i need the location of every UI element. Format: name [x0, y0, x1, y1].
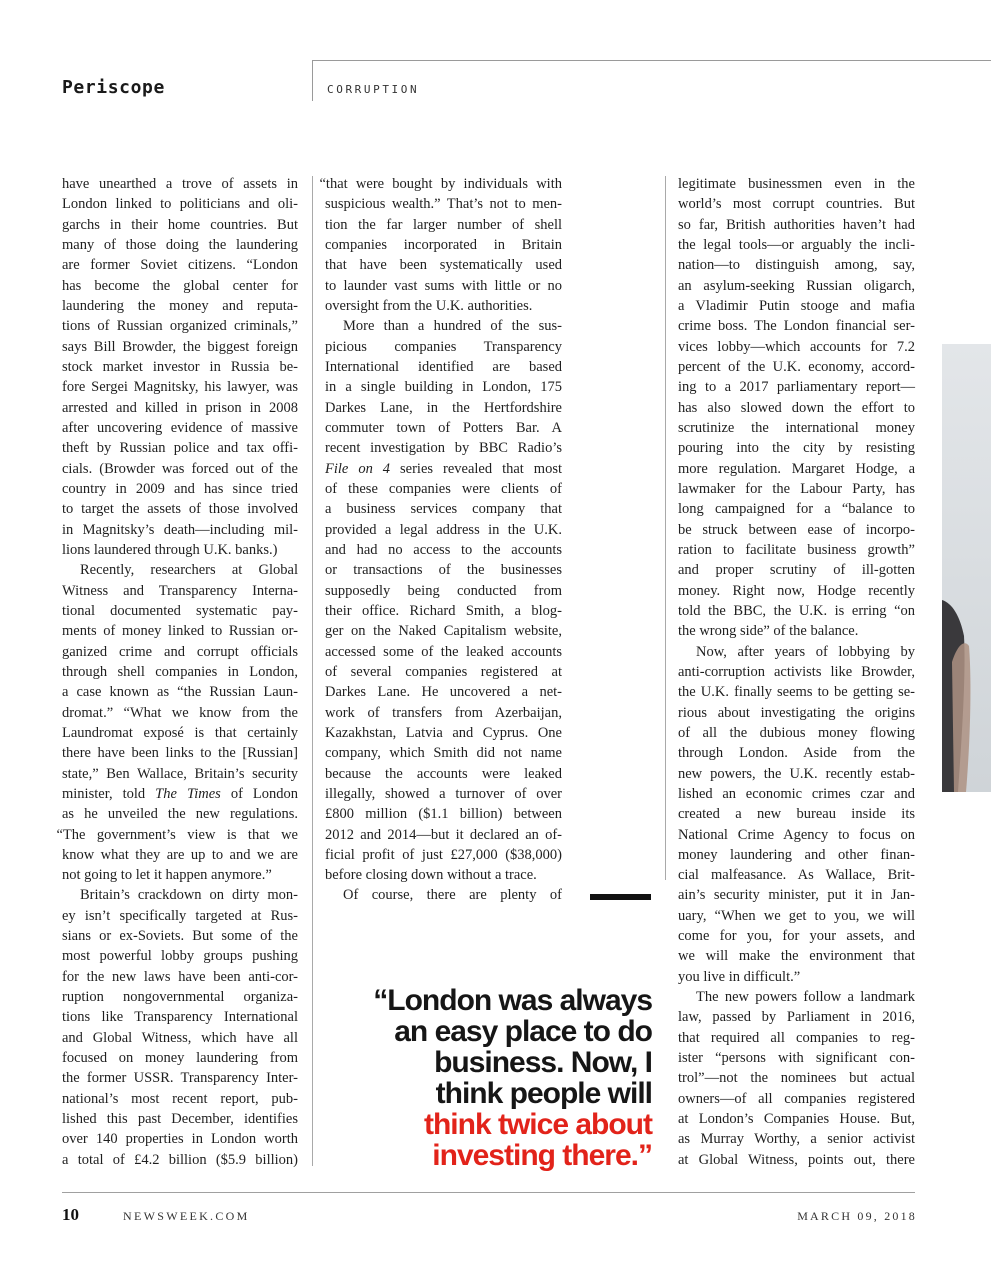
article-column-1 — [56, 174, 299, 1170]
text-line: money. Right now, Hodge recently — [678, 582, 915, 599]
text-line: tional documented systematic pay- — [62, 602, 298, 619]
pull-quote-highlight-line: think twice about — [423, 1108, 652, 1141]
text-line: has also slowed down the effort to — [678, 399, 915, 416]
text-line: ain’s security minister, put it in Jan- — [678, 887, 915, 904]
text-line: a case known as “the Russian Laun- — [62, 684, 298, 701]
text-line: the U.K. finally seems to be getting se- — [678, 684, 915, 701]
text-line: garchs in their home countries. But — [62, 216, 298, 233]
text-line: picious companies Transparency — [325, 338, 562, 355]
paragraph — [62, 174, 298, 560]
text-line: recent investigation by BBC Radio’s — [325, 440, 562, 457]
text-line: tions like Transparency International — [62, 1009, 298, 1026]
text-line: at Global Witness, points out, there — [678, 1151, 915, 1168]
text-line: in Magnitsky’s death—including mil- — [62, 521, 298, 538]
text-line: money laundering and other finan- — [678, 846, 915, 863]
text-line: we will make the environment that — [678, 948, 915, 965]
text-line: focused on money laundering from — [62, 1050, 298, 1067]
text-line: and had no access to the accounts — [325, 541, 562, 558]
text-line: to target the assets of those involved — [62, 501, 298, 518]
text-line: many of those doing the laundering — [62, 236, 298, 253]
text-line: lions laundered through U.K. banks.) — [62, 541, 278, 558]
text-line: an asylum-seeking Russian oligarch, — [678, 277, 915, 294]
section-title: Periscope — [62, 77, 165, 98]
page-number: 10 — [62, 1205, 79, 1224]
text-line: Darkes Lane, in the Hertfordshire — [325, 399, 562, 416]
text-line: a Vladimir Putin stooge and mafia — [678, 297, 915, 314]
text-line: ing to a 2017 parliamentary report— — [678, 379, 915, 396]
text-line: there have been links to the [Russian] — [62, 745, 298, 762]
text-line: through shell companies in London, — [62, 663, 298, 680]
paragraph — [325, 885, 562, 905]
paragraph — [678, 987, 915, 1170]
paragraph — [319, 174, 562, 316]
text-line: ister “persons with significant con- — [678, 1050, 915, 1067]
text-line: accessed some of the leaked accounts — [325, 643, 562, 660]
text-line: created a new bureau inside its — [678, 806, 915, 823]
text-line: come for you, for your assets, and — [678, 928, 915, 945]
text-line: law, passed by Parliament in 2016, — [678, 1009, 915, 1026]
text-line: pouring into the city by resisting — [678, 440, 915, 457]
pull-quote-highlight-line: investing there.” — [432, 1139, 652, 1172]
text-line: Kazakhstan, Latvia and Cyprus. One — [325, 724, 562, 741]
text-line: vices lobby—which accounts for 7.2 — [678, 338, 915, 355]
article-column-3 — [678, 174, 915, 1170]
text-line: ey isn’t specifically targeted at Rus- — [62, 907, 298, 924]
text-line: through London. Aside from the — [678, 745, 915, 762]
text-line: Laundromat exposé is that certainly — [62, 724, 298, 741]
text-line: because the accounts were leaked — [325, 765, 562, 782]
text-line: lished an economic crimes czar and — [678, 785, 915, 802]
text-line: world’s most corrupt countries. But — [678, 196, 915, 213]
text-line: more regulation. Margaret Hodge, a — [678, 460, 915, 477]
text-line: the former USSR. Transparency Inter- — [62, 1070, 298, 1087]
text-line: legitimate businessmen even in the — [678, 176, 915, 192]
text-line: have unearthed a trove of assets in — [62, 176, 298, 192]
text-line: at London’s Companies House. But, — [678, 1111, 915, 1128]
text-line: percent of the U.K. economy, accord- — [678, 358, 915, 375]
text-line: work of transfers from Azerbaijan, — [325, 704, 562, 721]
text-line: you live in difficult.” — [678, 968, 801, 985]
text-line: provided a legal address in the U.K. — [325, 521, 562, 538]
footer-rule — [62, 1192, 915, 1193]
text-line: arrested and killed in prison in 2008 — [62, 399, 298, 416]
text-line: More than a hundred of the sus- — [343, 318, 562, 335]
text-line: dromat.” “What we know from the — [62, 704, 298, 721]
article-column-2 — [319, 174, 562, 906]
text-line: owners—of all companies registered — [678, 1090, 915, 1107]
text-line: as he unveiled the new regulations. — [62, 806, 298, 823]
pull-quote-line: think people will — [435, 1077, 652, 1110]
text-line: ficial profit of just £27,000 ($38,000) — [325, 846, 562, 863]
text-line: 2012 and 2014—but it declared an of- — [325, 826, 562, 843]
text-line: long campaigned for a “balance to — [678, 501, 915, 518]
text-line: The new powers follow a landmark — [696, 989, 915, 1006]
text-line: “The government’s view is that we — [56, 826, 298, 843]
pull-quote-line: an easy place to do — [394, 1015, 652, 1048]
text-segment: minister, told — [62, 785, 156, 802]
text-line: sians or ex-Soviets. But some of the — [62, 928, 298, 945]
text-line: stock market investor in Russia be- — [62, 358, 298, 375]
pull-quote-bar — [590, 894, 651, 900]
text-line: trol”—not the nominees but actual — [678, 1070, 915, 1087]
footer-site: NEWSWEEK.COM — [123, 1209, 250, 1223]
text-line: International identified are based — [325, 358, 562, 375]
text-line: company, which Smith did not name — [325, 745, 562, 762]
text-line: national’s most recent report, pub- — [62, 1090, 298, 1107]
paragraph — [56, 560, 299, 885]
text-line: and proper scrutiny of ill-gotten — [678, 562, 915, 579]
portrait-photo — [942, 344, 991, 792]
text-line: know what they are up to and we are — [62, 846, 298, 863]
text-line: be struck between ease of incorpo- — [678, 521, 915, 538]
text-line: Of course, there are plenty of — [343, 887, 562, 904]
text-segment: series revealed that most — [390, 460, 562, 477]
text-line: supposedly being conducted from — [325, 582, 562, 599]
text-line: and Global Witness, which have all — [62, 1029, 298, 1046]
text-line: scrutinize the international money — [678, 419, 915, 436]
text-line: cial malfeasance. As Wallace, Brit- — [678, 867, 915, 884]
text-line: tion the far larger number of shell — [325, 216, 562, 233]
text-line: before closing down without a trace. — [325, 867, 537, 884]
footer-date: MARCH 09, 2018 — [797, 1209, 917, 1223]
paragraph — [678, 174, 915, 642]
text-line: the legal tools—or arguably the incli- — [678, 236, 915, 253]
text-line: suspicious wealth.” That’s not to men- — [325, 196, 562, 213]
text-line: ments of money linked to Russian or- — [62, 623, 298, 640]
text-line: “that were bought by individuals with — [319, 176, 562, 192]
paragraph — [325, 316, 562, 885]
text-line: rious about investigating the origins — [678, 704, 915, 721]
paragraph — [678, 642, 915, 988]
pull-quote-line: “London was always — [373, 984, 652, 1017]
text-line: London linked to politicians and oli- — [62, 196, 298, 213]
text-line: Britain’s crackdown on dirty mon- — [80, 887, 298, 904]
text-line: country in 2009 and has since tried — [62, 480, 298, 497]
text-line: to launder vast sums with little or no — [325, 277, 562, 294]
text-line: a business services company that — [325, 501, 562, 518]
text-line: oversight from the U.K. authorities. — [325, 297, 533, 314]
text-line: of all the dubious money flowing — [678, 724, 915, 741]
text-line: uary, “When we get to you, we will — [678, 907, 915, 924]
text-line: ger on the Naked Capitalism website, — [325, 623, 562, 640]
column-rule — [665, 176, 666, 880]
text-line: laundering the money and reputa- — [62, 297, 298, 314]
section-topic: CORRUPTION — [327, 83, 420, 96]
text-line: commuter town of Potters Bar. A — [325, 419, 562, 436]
text-line: so far, British authorities haven’t had — [678, 216, 915, 233]
text-line: over 140 properties in London worth — [62, 1131, 298, 1148]
text-line: says Bill Browder, the biggest foreign — [62, 338, 298, 355]
text-line: that have been systematically used — [325, 257, 562, 274]
text-line: as Murray Worthy, a senior activist — [678, 1131, 915, 1148]
text-line: has become the global center for — [62, 277, 298, 294]
text-line — [325, 459, 562, 479]
text-line: their office. Richard Smith, a blog- — [325, 602, 562, 619]
italic-title: The Times — [155, 785, 221, 802]
text-line: lished this past December, identifies — [62, 1111, 298, 1128]
italic-title: File on 4 — [325, 460, 391, 477]
text-line: or transactions of the businesses — [325, 562, 562, 579]
text-line: are former Soviet citizens. “London — [62, 257, 298, 274]
text-line: ration to facilitate business growth” — [678, 541, 915, 558]
text-line: after uncovering evidence of massive — [62, 419, 298, 436]
text-line: nation—to distinguish among, say, — [678, 257, 915, 274]
text-line: tions of Russian organized criminals,” — [62, 318, 298, 335]
text-line: most powerful lobby groups pushing — [62, 948, 298, 965]
text-line: National Crime Agency to focus on — [678, 826, 915, 843]
text-line: companies incorporated in Britain — [325, 236, 562, 253]
text-line: for the new laws have been anti-cor- — [62, 968, 298, 985]
text-line: Witness and Transparency Interna- — [62, 582, 298, 599]
text-line: told the BBC, the U.K. is erring “on — [678, 602, 915, 619]
text-line: in a single building in London, 175 — [325, 379, 562, 396]
text-line: that required all companies to reg- — [678, 1029, 915, 1046]
text-line: cials. (Browder was forced out of the — [62, 460, 298, 477]
text-line: Now, after years of lobbying by — [696, 643, 915, 660]
text-line: Recently, researchers at Global — [80, 562, 298, 579]
text-line: crime boss. The London financial ser- — [678, 318, 915, 335]
header-divider — [312, 60, 313, 101]
text-line: state,” Ben Wallace, Britain’s security — [62, 765, 298, 782]
text-line — [62, 784, 298, 804]
text-line: theft by Russian police and tax offi- — [62, 440, 298, 457]
text-line: £800 million ($1.1 billion) between — [325, 806, 562, 823]
pull-quote — [300, 985, 652, 1171]
text-line: illegally, showed a turnover of over — [325, 785, 562, 802]
text-line: of several companies registered at — [325, 663, 562, 680]
text-line: fore Sergei Magnitsky, his lawyer, was — [62, 379, 298, 396]
pull-quote-line: business. Now, I — [434, 1046, 652, 1079]
paragraph — [62, 885, 298, 1170]
text-line: the wrong side” of the balance. — [678, 623, 859, 640]
text-segment: of London — [220, 785, 299, 802]
header-rule — [312, 60, 991, 61]
text-line: not going to let it happen anymore.” — [62, 867, 272, 884]
text-line: lawmaker for the Labour Party, has — [678, 480, 915, 497]
text-line: ruption nongovernmental organiza- — [62, 989, 298, 1006]
text-line: Darkes Lane. He uncovered a net- — [325, 684, 562, 701]
text-line: anti-corruption activists like Browder, — [678, 663, 915, 680]
text-line: ganized crime and corrupt officials — [62, 643, 298, 660]
text-line: new powers, the U.K. recently estab- — [678, 765, 915, 782]
text-line: a total of £4.2 billion ($5.9 billion) — [62, 1151, 298, 1168]
text-line: of these companies were clients of — [325, 480, 562, 497]
